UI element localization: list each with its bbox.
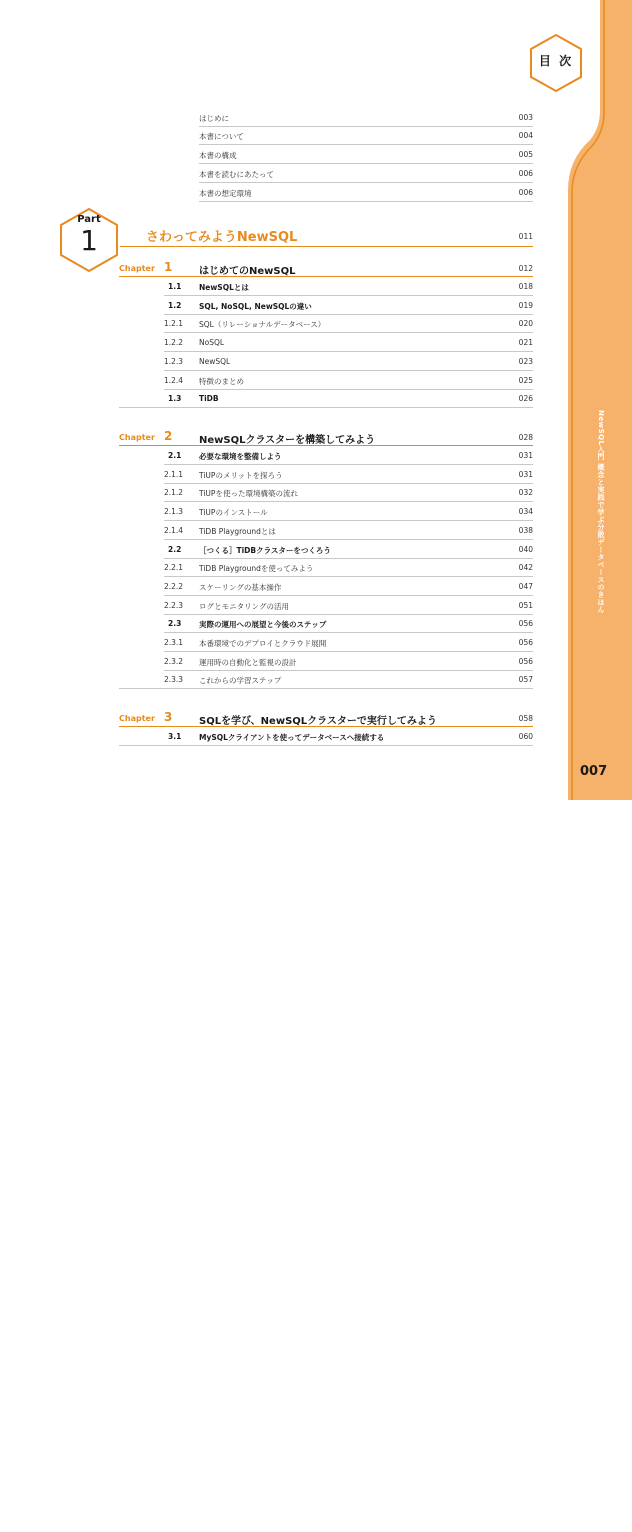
section-number: 2.3 bbox=[168, 619, 182, 629]
section-divider bbox=[164, 670, 533, 671]
section-number: 2.2.1 bbox=[164, 563, 184, 573]
section-divider bbox=[164, 370, 533, 371]
toc-row-title: 本書の構成 bbox=[199, 151, 237, 160]
chapter-title: はじめてのNewSQL bbox=[199, 266, 296, 277]
section-number: 2.3.3 bbox=[164, 675, 184, 685]
section-title: MySQLクライアントを使ってデータベースへ接続する bbox=[199, 733, 385, 742]
chapter-label: Chapter bbox=[119, 714, 155, 723]
section-divider bbox=[164, 501, 533, 502]
section-divider bbox=[119, 745, 533, 746]
section-number: 2.1.2 bbox=[164, 488, 184, 498]
part-divider bbox=[120, 246, 533, 247]
section-page-number: 038 bbox=[518, 525, 533, 535]
section-divider bbox=[164, 632, 533, 633]
section-page-number: 021 bbox=[518, 338, 533, 348]
side-margin-band bbox=[560, 0, 632, 800]
section-page-number: 051 bbox=[518, 600, 533, 610]
chapter-number: 3 bbox=[164, 710, 173, 724]
section-page-number: 042 bbox=[518, 563, 533, 573]
section-page-number: 025 bbox=[518, 375, 533, 385]
section-number: 1.2.4 bbox=[164, 375, 184, 385]
section-title: 必要な環境を整備しよう bbox=[199, 452, 282, 461]
section-number: 2.1.4 bbox=[164, 525, 184, 535]
chapter-label: Chapter bbox=[119, 264, 155, 273]
side-running-title: NewSQL入門 概念と実践で学ぶ分散データベースのきほん bbox=[597, 410, 605, 614]
section-title: NewSQL bbox=[199, 356, 231, 366]
toc-row-divider bbox=[199, 182, 533, 183]
section-divider bbox=[164, 651, 533, 652]
section-title: スケーリングの基本操作 bbox=[199, 582, 282, 592]
section-number: 1.2.2 bbox=[164, 338, 184, 348]
toc-row-divider bbox=[199, 144, 533, 145]
part-label: Part bbox=[77, 214, 101, 225]
section-divider bbox=[164, 464, 533, 465]
section-title: 本番環境でのデプロイとクラウド展開 bbox=[199, 639, 327, 648]
section-page-number: 056 bbox=[518, 656, 533, 666]
section-number: 2.3.2 bbox=[164, 656, 184, 666]
chapter-page-number: 012 bbox=[518, 264, 533, 273]
section-divider bbox=[164, 595, 533, 596]
section-page-number: 032 bbox=[518, 488, 533, 498]
section-divider bbox=[164, 351, 533, 352]
section-divider bbox=[164, 389, 533, 390]
section-title: TiDB bbox=[199, 394, 219, 404]
toc-row-page: 006 bbox=[518, 188, 533, 197]
side-band-shape bbox=[560, 0, 632, 800]
toc-row-divider bbox=[199, 201, 533, 202]
section-page-number: 018 bbox=[518, 282, 533, 291]
toc-row-page: 003 bbox=[518, 113, 533, 122]
toc-row-title: 本書を読むにあたって bbox=[199, 170, 274, 179]
section-title: ログとモニタリングの活用 bbox=[199, 601, 289, 611]
chapter-title: NewSQLクラスターを構築してみよう bbox=[199, 435, 376, 446]
chapter-number: 2 bbox=[164, 429, 173, 443]
section-title: 特徴のまとめ bbox=[199, 376, 244, 386]
section-title: NoSQL bbox=[199, 338, 225, 348]
chapter-page-number: 058 bbox=[518, 714, 533, 723]
section-page-number: 040 bbox=[518, 544, 533, 554]
section-divider bbox=[164, 314, 533, 315]
section-title: TiUPのメリットを探ろう bbox=[199, 470, 283, 480]
section-page-number: 057 bbox=[518, 675, 533, 685]
section-title: 運用時の自動化と監視の設計 bbox=[199, 657, 297, 667]
section-title: TiDB Playgroundとは bbox=[199, 526, 276, 536]
chapter-number: 1 bbox=[164, 260, 173, 274]
section-divider bbox=[119, 407, 533, 408]
section-title: SQL（リレーショナルデータベース） bbox=[199, 320, 326, 330]
section-number: 2.2 bbox=[168, 544, 182, 554]
section-number: 1.2 bbox=[168, 300, 182, 310]
part-page-number: 011 bbox=[518, 232, 533, 241]
chapter-title: SQLを学び、NewSQLクラスターで実行してみよう bbox=[199, 716, 437, 727]
part-number: 1 bbox=[80, 224, 98, 257]
section-title: ［つくる］TiDBクラスターをつくろう bbox=[199, 545, 331, 555]
section-number: 2.1.1 bbox=[164, 469, 184, 479]
section-divider bbox=[164, 520, 533, 521]
section-title: TiDB Playgroundを使ってみよう bbox=[199, 564, 314, 574]
section-number: 2.2.3 bbox=[164, 600, 184, 610]
section-number: 2.1.3 bbox=[164, 507, 184, 517]
section-title: NewSQLとは bbox=[199, 283, 249, 292]
section-divider bbox=[164, 539, 533, 540]
chapter-label: Chapter bbox=[119, 433, 155, 442]
section-page-number: 019 bbox=[518, 300, 533, 310]
section-divider bbox=[164, 295, 533, 296]
section-title: TiUPのインストール bbox=[199, 508, 268, 518]
section-page-number: 034 bbox=[518, 507, 533, 517]
section-number: 1.3 bbox=[168, 394, 182, 404]
toc-row-title: 本書の想定環境 bbox=[199, 189, 252, 198]
section-page-number: 056 bbox=[518, 638, 533, 647]
section-divider bbox=[119, 688, 533, 689]
toc-row-title: はじめに bbox=[199, 114, 229, 123]
section-divider bbox=[164, 614, 533, 615]
section-page-number: 031 bbox=[518, 469, 533, 479]
section-number: 1.1 bbox=[168, 282, 182, 291]
toc-row-page: 006 bbox=[518, 169, 533, 178]
section-number: 2.2.2 bbox=[164, 581, 184, 591]
part-title: さわってみようNewSQL bbox=[146, 230, 298, 245]
section-number: 2.1 bbox=[168, 451, 182, 460]
section-title: 実際の運用への展望と今後のステップ bbox=[199, 620, 327, 630]
section-page-number: 023 bbox=[518, 356, 533, 366]
section-title: TiUPを使った環境構築の流れ bbox=[199, 489, 298, 499]
toc-row-page: 005 bbox=[518, 150, 533, 159]
section-number: 2.3.1 bbox=[164, 638, 184, 647]
chapter-page-number: 028 bbox=[518, 433, 533, 442]
toc-title: 目 次 bbox=[538, 54, 574, 68]
section-number: 3.1 bbox=[168, 732, 182, 741]
section-number: 1.2.1 bbox=[164, 319, 184, 329]
section-page-number: 056 bbox=[518, 619, 533, 629]
chapter-divider bbox=[119, 445, 533, 446]
chapter-divider bbox=[119, 276, 533, 277]
chapter-divider bbox=[119, 726, 533, 727]
section-page-number: 060 bbox=[518, 732, 533, 741]
toc-row-divider bbox=[199, 126, 533, 127]
toc-row-page: 004 bbox=[518, 131, 533, 140]
toc-row-title: 本書について bbox=[199, 132, 244, 141]
page-number: 007 bbox=[580, 764, 608, 779]
section-divider bbox=[164, 483, 533, 484]
section-divider bbox=[164, 558, 533, 559]
section-page-number: 026 bbox=[518, 394, 533, 404]
section-title: これからの学習ステップ bbox=[199, 676, 282, 686]
section-number: 1.2.3 bbox=[164, 356, 184, 366]
section-divider bbox=[164, 332, 533, 333]
section-page-number: 031 bbox=[518, 451, 533, 460]
section-page-number: 020 bbox=[518, 319, 533, 329]
toc-row-divider bbox=[199, 163, 533, 164]
section-divider bbox=[164, 576, 533, 577]
section-page-number: 047 bbox=[518, 581, 533, 591]
section-title: SQL, NoSQL, NewSQLの違い bbox=[199, 301, 312, 311]
